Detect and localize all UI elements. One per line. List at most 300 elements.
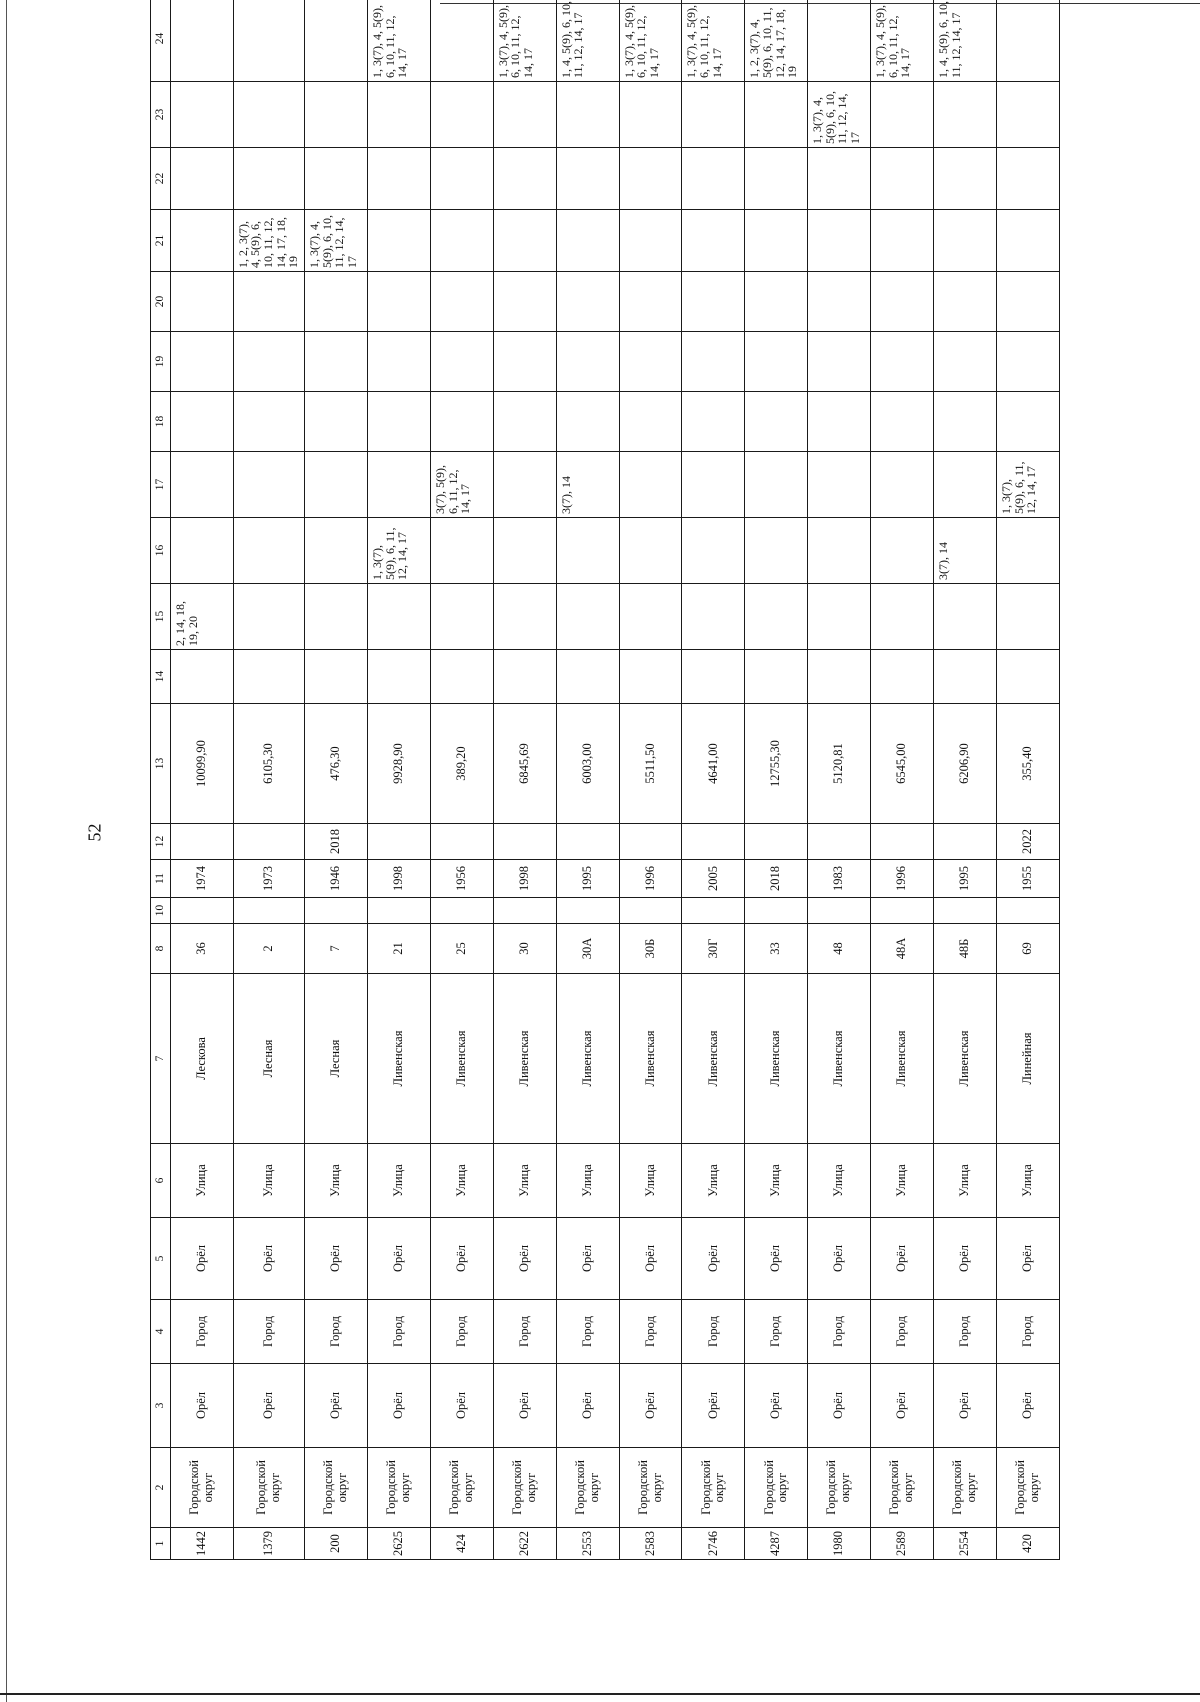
cell-c6: Улица [745,1144,808,1218]
cell-c23 [996,82,1059,148]
table-row [619,0,682,1560]
cell-c15 [934,584,997,650]
cell-c24: 1, 3(7), 4, 5(9), 6, 10, 11, 12, 14, 17 [682,0,745,82]
cell-c14 [682,650,745,704]
cell-c22 [996,148,1059,210]
cell-c21 [745,210,808,272]
cell-c1: 200 [305,1528,368,1560]
cell-c14 [808,650,871,704]
cell-c21: 1, 2, 3(7), 4, 5(9), 6, 10, 11, 12, 14, 17, 18, 19 [233,210,304,272]
cell-c16 [619,518,682,584]
cell-c12 [808,824,871,860]
cell-c2: Городской округ [619,1448,682,1528]
cell-c13: 6545,00 [871,704,934,824]
cell-c23 [682,82,745,148]
cell-c24 [233,0,304,82]
cell-c24 [996,0,1059,82]
cell-c20 [996,272,1059,332]
cell-c17 [682,452,745,518]
cell-c1: 1442 [171,1528,234,1560]
table-row [368,0,431,1560]
cell-c13: 355,40 [996,704,1059,824]
cell-c24 [171,0,234,82]
cell-c1: 2622 [493,1528,556,1560]
cell-c1: 1980 [808,1528,871,1560]
cell-c20 [871,272,934,332]
cell-c20 [808,272,871,332]
cell-c7: Ливенская [745,974,808,1144]
column-header-16: 16 [151,518,171,584]
cell-c17 [368,452,431,518]
cell-c14 [493,650,556,704]
cell-c22 [745,148,808,210]
cell-c10 [934,898,997,924]
cell-c1: 2583 [619,1528,682,1560]
cell-c23 [871,82,934,148]
cell-c8: 21 [368,924,431,974]
cell-c13: 5120,81 [808,704,871,824]
cell-c14 [996,650,1059,704]
column-header-21: 21 [151,210,171,272]
rotated-page-content [150,1,1060,1560]
cell-c18 [493,392,556,452]
cell-c21 [171,210,234,272]
cell-c10 [305,898,368,924]
cell-c8: 30Г [682,924,745,974]
cell-c4: Город [619,1300,682,1364]
scan-border-left [6,0,7,1702]
cell-c12 [619,824,682,860]
cell-c19 [430,332,493,392]
cell-c1: 2589 [871,1528,934,1560]
cell-c5: Орёл [556,1218,619,1300]
cell-c13: 9928,90 [368,704,431,824]
cell-c3: Орёл [556,1364,619,1448]
cell-c23 [233,82,304,148]
cell-c15: 2, 14, 18, 19, 20 [171,584,234,650]
cell-c16 [871,518,934,584]
cell-c16 [233,518,304,584]
cell-c11: 1946 [305,860,368,898]
cell-c21 [368,210,431,272]
cell-c19 [996,332,1059,392]
cell-c17 [305,452,368,518]
cell-c8: 30А [556,924,619,974]
cell-c1: 2625 [368,1528,431,1560]
cell-c23: 1, 3(7), 4, 5(9), 6, 10, 11, 12, 14, 17 [808,82,871,148]
cell-c5: Орёл [430,1218,493,1300]
cell-c3: Орёл [871,1364,934,1448]
cell-c18 [556,392,619,452]
cell-c23 [745,82,808,148]
cell-c15 [996,584,1059,650]
column-header-22: 22 [151,148,171,210]
cell-c7: Ливенская [934,974,997,1144]
cell-c12 [233,824,304,860]
column-header-15: 15 [151,584,171,650]
cell-c20 [556,272,619,332]
cell-c13: 389,20 [430,704,493,824]
cell-c6: Улица [233,1144,304,1218]
cell-c18 [430,392,493,452]
cell-c15 [871,584,934,650]
cell-c6: Улица [682,1144,745,1218]
cell-c17: 1, 3(7), 5(9), 6, 11, 12, 14, 17 [996,452,1059,518]
cell-c8: 7 [305,924,368,974]
cell-c19 [808,332,871,392]
cell-c11: 1996 [619,860,682,898]
cell-c16 [430,518,493,584]
cell-c3: Орёл [934,1364,997,1448]
cell-c3: Орёл [233,1364,304,1448]
cell-c19 [233,332,304,392]
column-header-18: 18 [151,392,171,452]
cell-c11: 1998 [493,860,556,898]
cell-c16 [171,518,234,584]
cell-c16: 3(7), 14 [934,518,997,584]
cell-c3: Орёл [745,1364,808,1448]
cell-c4: Город [996,1300,1059,1364]
cell-c24 [808,0,871,82]
cell-c22 [619,148,682,210]
cell-c17 [934,452,997,518]
cell-c11: 1956 [430,860,493,898]
cell-c5: Орёл [171,1218,234,1300]
cell-c12 [493,824,556,860]
cell-c23 [493,82,556,148]
cell-c7: Лескова [171,974,234,1144]
cell-c3: Орёл [619,1364,682,1448]
cell-c15 [430,584,493,650]
cell-c8: 2 [233,924,304,974]
cell-c5: Орёл [619,1218,682,1300]
cell-c7: Лесная [233,974,304,1144]
table-row [808,0,871,1560]
cell-c19 [934,332,997,392]
cell-c7: Ливенская [808,974,871,1144]
cell-c5: Орёл [682,1218,745,1300]
cell-c4: Город [682,1300,745,1364]
cell-c12: 2018 [305,824,368,860]
cell-c20 [619,272,682,332]
cell-c17: 3(7), 5(9), 6, 11, 12, 14, 17 [430,452,493,518]
cell-c22 [934,148,997,210]
cell-c4: Город [871,1300,934,1364]
cell-c22 [808,148,871,210]
cell-c6: Улица [171,1144,234,1218]
cell-c18 [745,392,808,452]
cell-c21 [493,210,556,272]
cell-c24: 1, 3(7), 4, 5(9), 6, 10, 11, 12, 14, 17 [493,0,556,82]
cell-c6: Улица [430,1144,493,1218]
cell-c19 [682,332,745,392]
cell-c24: 1, 3(7), 4, 5(9), 6, 10, 11, 12, 14, 17 [871,0,934,82]
cell-c3: Орёл [996,1364,1059,1448]
cell-c2: Городской округ [171,1448,234,1528]
cell-c13: 6206,90 [934,704,997,824]
table-row [682,0,745,1560]
cell-c4: Город [934,1300,997,1364]
cell-c12 [171,824,234,860]
cell-c8: 25 [430,924,493,974]
cell-c7: Ливенская [682,974,745,1144]
cell-c4: Город [745,1300,808,1364]
cell-c3: Орёл [368,1364,431,1448]
cell-c20 [305,272,368,332]
cell-c12 [745,824,808,860]
cell-c17 [619,452,682,518]
cell-c13: 5511,50 [619,704,682,824]
scan-border-bottom [0,1693,1200,1695]
cell-c19 [619,332,682,392]
cell-c18 [619,392,682,452]
cell-c21: 1, 3(7), 4, 5(9), 6, 10, 11, 12, 14, 17 [305,210,368,272]
cell-c2: Городской округ [493,1448,556,1528]
cell-c5: Орёл [745,1218,808,1300]
cell-c13: 6845,69 [493,704,556,824]
cell-c22 [430,148,493,210]
cell-c3: Орёл [493,1364,556,1448]
column-header-3: 3 [151,1364,171,1448]
cell-c2: Городской округ [368,1448,431,1528]
cell-c12: 2022 [996,824,1059,860]
cell-c11: 1998 [368,860,431,898]
cell-c20 [233,272,304,332]
cell-c11: 1995 [934,860,997,898]
table-row [556,0,619,1560]
cell-c22 [233,148,304,210]
table-row [934,0,997,1560]
cell-c22 [682,148,745,210]
cell-c8: 48 [808,924,871,974]
cell-c11: 1973 [233,860,304,898]
column-header-17: 17 [151,452,171,518]
cell-c16 [493,518,556,584]
cell-c10 [996,898,1059,924]
cell-c17: 3(7), 14 [556,452,619,518]
column-header-2: 2 [151,1448,171,1528]
column-header-14: 14 [151,650,171,704]
cell-c18 [233,392,304,452]
column-header-10: 10 [151,898,171,924]
cell-c23 [430,82,493,148]
cell-c3: Орёл [171,1364,234,1448]
cell-c6: Улица [871,1144,934,1218]
cell-c13: 6105,30 [233,704,304,824]
cell-c24: 1, 4, 5(9), 6, 10, 11, 12, 14, 17 [556,0,619,82]
cell-c17 [493,452,556,518]
cell-c2: Городской округ [934,1448,997,1528]
cell-c8: 36 [171,924,234,974]
cell-c8: 48А [871,924,934,974]
cell-c4: Город [171,1300,234,1364]
cell-c14 [430,650,493,704]
cell-c21 [871,210,934,272]
registry-table-container [150,1,1060,1560]
cell-c10 [556,898,619,924]
cell-c15 [619,584,682,650]
page-number: 52 [84,823,105,842]
cell-c7: Лесная [305,974,368,1144]
cell-c4: Город [556,1300,619,1364]
cell-c14 [233,650,304,704]
cell-c20 [368,272,431,332]
cell-c15 [808,584,871,650]
cell-c2: Городской округ [430,1448,493,1528]
cell-c10 [493,898,556,924]
cell-c20 [171,272,234,332]
cell-c11: 1974 [171,860,234,898]
cell-c4: Город [305,1300,368,1364]
table-row [871,0,934,1560]
cell-c23 [305,82,368,148]
cell-c11: 2005 [682,860,745,898]
cell-c23 [556,82,619,148]
cell-c4: Город [493,1300,556,1364]
cell-c8: 33 [745,924,808,974]
cell-c2: Городской округ [556,1448,619,1528]
column-header-11: 11 [151,860,171,898]
table-body [171,0,1060,1560]
cell-c15 [233,584,304,650]
cell-c14 [368,650,431,704]
cell-c7: Ливенская [556,974,619,1144]
column-header-6: 6 [151,1144,171,1218]
cell-c10 [619,898,682,924]
cell-c14 [934,650,997,704]
cell-c13: 10099,90 [171,704,234,824]
cell-c2: Городской округ [996,1448,1059,1528]
cell-c21 [619,210,682,272]
cell-c5: Орёл [493,1218,556,1300]
column-header-12: 12 [151,824,171,860]
cell-c20 [934,272,997,332]
column-header-20: 20 [151,272,171,332]
cell-c6: Улица [996,1144,1059,1218]
cell-c20 [430,272,493,332]
cell-c6: Улица [619,1144,682,1218]
cell-c14 [745,650,808,704]
cell-c1: 2746 [682,1528,745,1560]
cell-c12 [871,824,934,860]
table-header-row [151,0,171,1560]
cell-c19 [171,332,234,392]
cell-c12 [682,824,745,860]
cell-c6: Улица [493,1144,556,1218]
cell-c21 [808,210,871,272]
table-row [171,0,234,1560]
cell-c3: Орёл [682,1364,745,1448]
registry-table [150,0,1060,1560]
cell-c22 [305,148,368,210]
cell-c18 [996,392,1059,452]
cell-c4: Город [368,1300,431,1364]
table-row [996,0,1059,1560]
cell-c22 [556,148,619,210]
cell-c14 [556,650,619,704]
cell-c4: Город [233,1300,304,1364]
cell-c22 [368,148,431,210]
cell-c10 [745,898,808,924]
cell-c20 [682,272,745,332]
cell-c21 [996,210,1059,272]
cell-c18 [368,392,431,452]
cell-c19 [871,332,934,392]
cell-c2: Городской округ [871,1448,934,1528]
cell-c15 [745,584,808,650]
cell-c10 [171,898,234,924]
column-header-23: 23 [151,82,171,148]
cell-c3: Орёл [430,1364,493,1448]
cell-c18 [682,392,745,452]
cell-c13: 12755,30 [745,704,808,824]
cell-c20 [493,272,556,332]
cell-c17 [745,452,808,518]
cell-c14 [619,650,682,704]
cell-c18 [808,392,871,452]
cell-c21 [682,210,745,272]
cell-c23 [171,82,234,148]
cell-c8: 69 [996,924,1059,974]
cell-c10 [871,898,934,924]
cell-c2: Городской округ [682,1448,745,1528]
cell-c17 [171,452,234,518]
cell-c12 [934,824,997,860]
cell-c2: Городской округ [305,1448,368,1528]
cell-c24: 1, 2, 3(7), 4, 5(9), 6, 10, 11, 12, 14, 17, 18, 19 [745,0,808,82]
cell-c17 [233,452,304,518]
cell-c24: 1, 4, 5(9), 6, 10, 11, 12, 14, 17 [934,0,997,82]
cell-c10 [808,898,871,924]
cell-c24 [305,0,368,82]
cell-c11: 2018 [745,860,808,898]
cell-c16 [745,518,808,584]
cell-c5: Орёл [808,1218,871,1300]
cell-c14 [171,650,234,704]
cell-c10 [682,898,745,924]
cell-c7: Ливенская [430,974,493,1144]
cell-c21 [556,210,619,272]
cell-c15 [305,584,368,650]
cell-c8: 48Б [934,924,997,974]
cell-c12 [556,824,619,860]
cell-c16: 1, 3(7), 5(9), 6, 11, 12, 14, 17 [368,518,431,584]
table-row [745,0,808,1560]
cell-c20 [745,272,808,332]
cell-c5: Орёл [871,1218,934,1300]
cell-c4: Город [808,1300,871,1364]
cell-c7: Ливенская [368,974,431,1144]
column-header-5: 5 [151,1218,171,1300]
cell-c8: 30Б [619,924,682,974]
cell-c23 [368,82,431,148]
cell-c7: Ливенская [871,974,934,1144]
column-header-13: 13 [151,704,171,824]
cell-c23 [934,82,997,148]
cell-c14 [305,650,368,704]
cell-c5: Орёл [233,1218,304,1300]
table-row [430,0,493,1560]
cell-c5: Орёл [368,1218,431,1300]
cell-c5: Орёл [305,1218,368,1300]
cell-c8: 30 [493,924,556,974]
cell-c7: Ливенская [493,974,556,1144]
column-header-4: 4 [151,1300,171,1364]
cell-c10 [430,898,493,924]
cell-c15 [493,584,556,650]
cell-c5: Орёл [996,1218,1059,1300]
column-header-19: 19 [151,332,171,392]
